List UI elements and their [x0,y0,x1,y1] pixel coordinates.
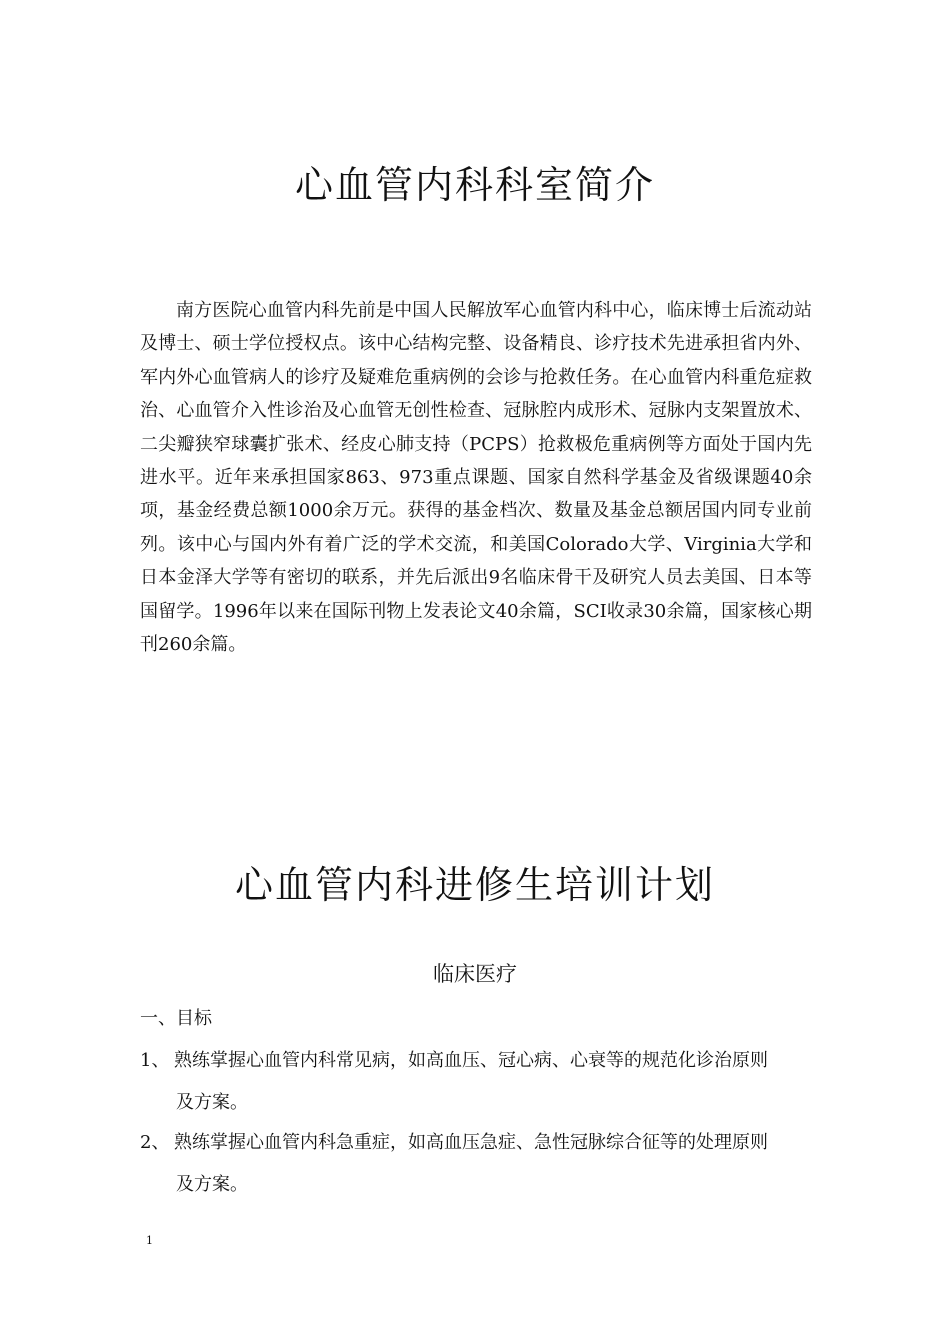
section-subtitle: 临床医疗 [433,962,517,986]
list-item-text: 熟练掌握心血管内科常见病，如高血压、冠心病、心衰等的规范化诊治原则 [174,1050,768,1071]
document-title: 心血管内科科室简介 [294,163,655,207]
training-plan-title: 心血管内科进修生培训计划 [234,863,715,907]
intro-paragraph: 南方医院心血管内科先前是中国人民解放军心血管内科中心，临床博士后流动站及博士、硕士学位授权点。该中心结构完整、设备精良、诊疗技术先进承担省内外、军内外心血管病人的诊疗及疑难危重病例的会诊与抢救任务。在心血管内科重危症救治、心血管介入性诊治及心血管无创性检查、冠脉腔内成形术、冠脉内支架置放术、二尖瓣狭窄球囊扩张术、经皮心肺支持（PCPS）抢救极危重病例等方面处于国内先进水平。近年来承担国家863、973重点课题、国家自然科学基金及省级课题40余项，基金经费总额1000余万元。获得的基金档次、数量及基金总额居国内同专业前列。该中心与国内外有着广泛的学术交流，和美国Colorado大学、Virginia大学和日本金泽大学等有密切的联系，并先后派出9名临床骨干及研究人员去美国、日本等国留学。1996年以来在国际刊物上发表论文40余篇，SCI收录30余篇，国家核心期刊260余篇。 [140,300,812,656]
list-item [140,1040,812,1124]
list-item-continuation: 及方案。 [176,1174,248,1195]
list-item [140,1122,812,1206]
list-item-continuation: 及方案。 [176,1092,248,1113]
list-item-text: 熟练掌握心血管内科急重症，如高血压急症、急性冠脉综合征等的处理原则 [174,1132,768,1153]
section-heading: 一、目标 [140,1008,212,1029]
list-item-number: 1、 [140,1050,170,1071]
page-number: 1 [146,1234,153,1247]
list-item-number: 2、 [140,1132,170,1153]
